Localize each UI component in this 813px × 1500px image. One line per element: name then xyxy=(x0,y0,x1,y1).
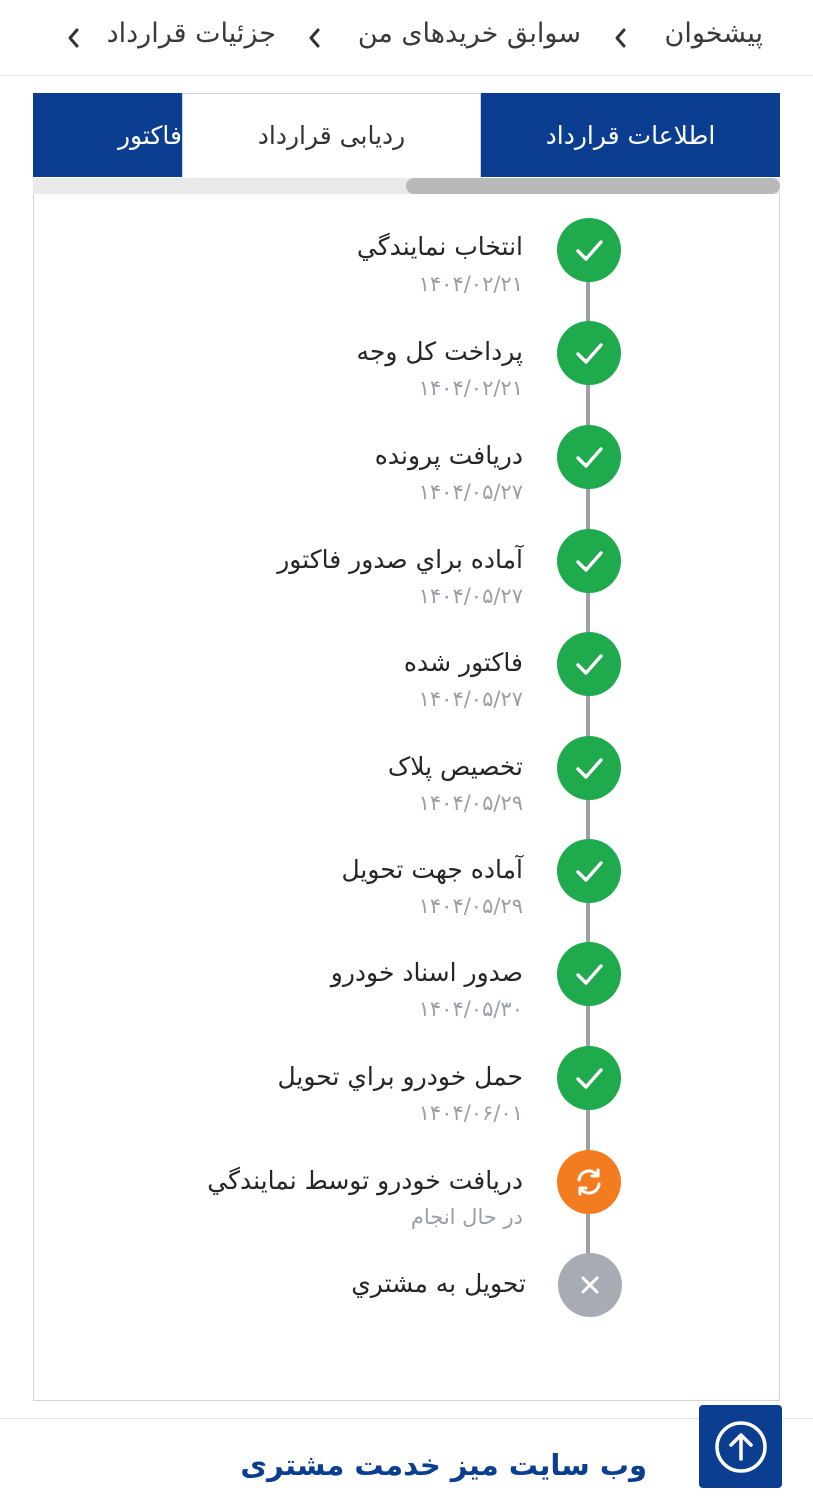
timeline-step xyxy=(0,1253,813,1353)
arrow-up-circle-icon xyxy=(712,1418,770,1476)
timeline-step xyxy=(0,425,813,525)
breadcrumb-item-dashboard[interactable]: پیشخوان xyxy=(664,18,763,49)
check-icon xyxy=(557,321,621,385)
tab-invoice[interactable] xyxy=(33,93,182,177)
footer-divider xyxy=(0,1418,813,1419)
timeline-step xyxy=(0,632,813,732)
chevron-left-icon xyxy=(610,24,632,52)
step-title: دريافت خودرو توسط نمايندگي xyxy=(207,1166,523,1195)
tabs-scrollbar[interactable] xyxy=(33,178,780,194)
breadcrumb-item-contract-details: جزئیات قرارداد xyxy=(106,18,276,49)
check-icon xyxy=(557,736,621,800)
tab-label: فاکتور xyxy=(117,120,182,150)
contract-tabs xyxy=(33,93,780,179)
step-date: ۱۴۰۴/۰۶/۰۱ xyxy=(418,1101,523,1125)
step-date: ۱۴۰۴/۰۵/۲۹ xyxy=(418,894,523,918)
step-title: تحويل به مشتري xyxy=(351,1269,526,1298)
tab-contract-info[interactable] xyxy=(481,93,780,177)
tabs-scrollbar-thumb[interactable] xyxy=(406,178,780,194)
check-icon xyxy=(557,942,621,1006)
chevron-left-icon xyxy=(63,24,85,52)
timeline-step xyxy=(0,736,813,836)
timeline-step xyxy=(0,321,813,421)
step-date: ۱۴۰۴/۰۲/۲۱ xyxy=(418,376,523,400)
step-title: پرداخت کل وجه xyxy=(356,337,523,366)
step-status: در حال انجام xyxy=(410,1205,523,1229)
step-date: ۱۴۰۴/۰۵/۲۷ xyxy=(418,480,523,504)
footer-title[interactable]: وب سایت میز خدمت مشتری xyxy=(240,1448,647,1482)
tab-label: ردیابی قرارداد xyxy=(257,121,406,150)
tab-contract-tracking[interactable] xyxy=(182,93,481,177)
step-title: تخصيص پلاک xyxy=(387,752,523,781)
timeline-step xyxy=(0,1046,813,1146)
chevron-left-icon xyxy=(304,24,326,52)
check-icon xyxy=(557,425,621,489)
step-title: دريافت پرونده xyxy=(374,441,523,470)
step-title: فاکتور شده xyxy=(403,648,523,677)
scroll-to-top-button[interactable] xyxy=(699,1405,782,1488)
step-date: ۱۴۰۴/۰۵/۲۷ xyxy=(418,584,523,608)
step-title: آماده جهت تحويل xyxy=(341,855,523,884)
close-icon xyxy=(558,1253,622,1317)
step-title: آماده براي صدور فاکتور xyxy=(277,545,523,574)
timeline-step xyxy=(0,839,813,939)
check-icon xyxy=(557,632,621,696)
tab-label: اطلاعات قرارداد xyxy=(545,120,716,150)
check-icon xyxy=(557,218,621,282)
step-date: ۱۴۰۴/۰۵/۲۹ xyxy=(418,791,523,815)
timeline-step xyxy=(0,529,813,629)
step-title: انتخاب نمايندگي xyxy=(356,232,523,261)
timeline-step xyxy=(0,942,813,1042)
step-title: حمل خودرو براي تحويل xyxy=(277,1062,523,1091)
check-icon xyxy=(557,839,621,903)
breadcrumb-item-purchase-history[interactable]: سوابق خریدهای من xyxy=(357,18,581,49)
check-icon xyxy=(557,529,621,593)
breadcrumb xyxy=(0,0,813,76)
timeline-step xyxy=(0,1150,813,1250)
check-icon xyxy=(557,1046,621,1110)
step-date: ۱۴۰۴/۰۲/۲۱ xyxy=(418,272,523,296)
step-title: صدور اسناد خودرو xyxy=(330,958,523,987)
step-date: ۱۴۰۴/۰۵/۲۷ xyxy=(418,687,523,711)
refresh-icon xyxy=(557,1150,621,1214)
timeline-step xyxy=(0,218,813,318)
step-date: ۱۴۰۴/۰۵/۳۰ xyxy=(418,997,523,1021)
